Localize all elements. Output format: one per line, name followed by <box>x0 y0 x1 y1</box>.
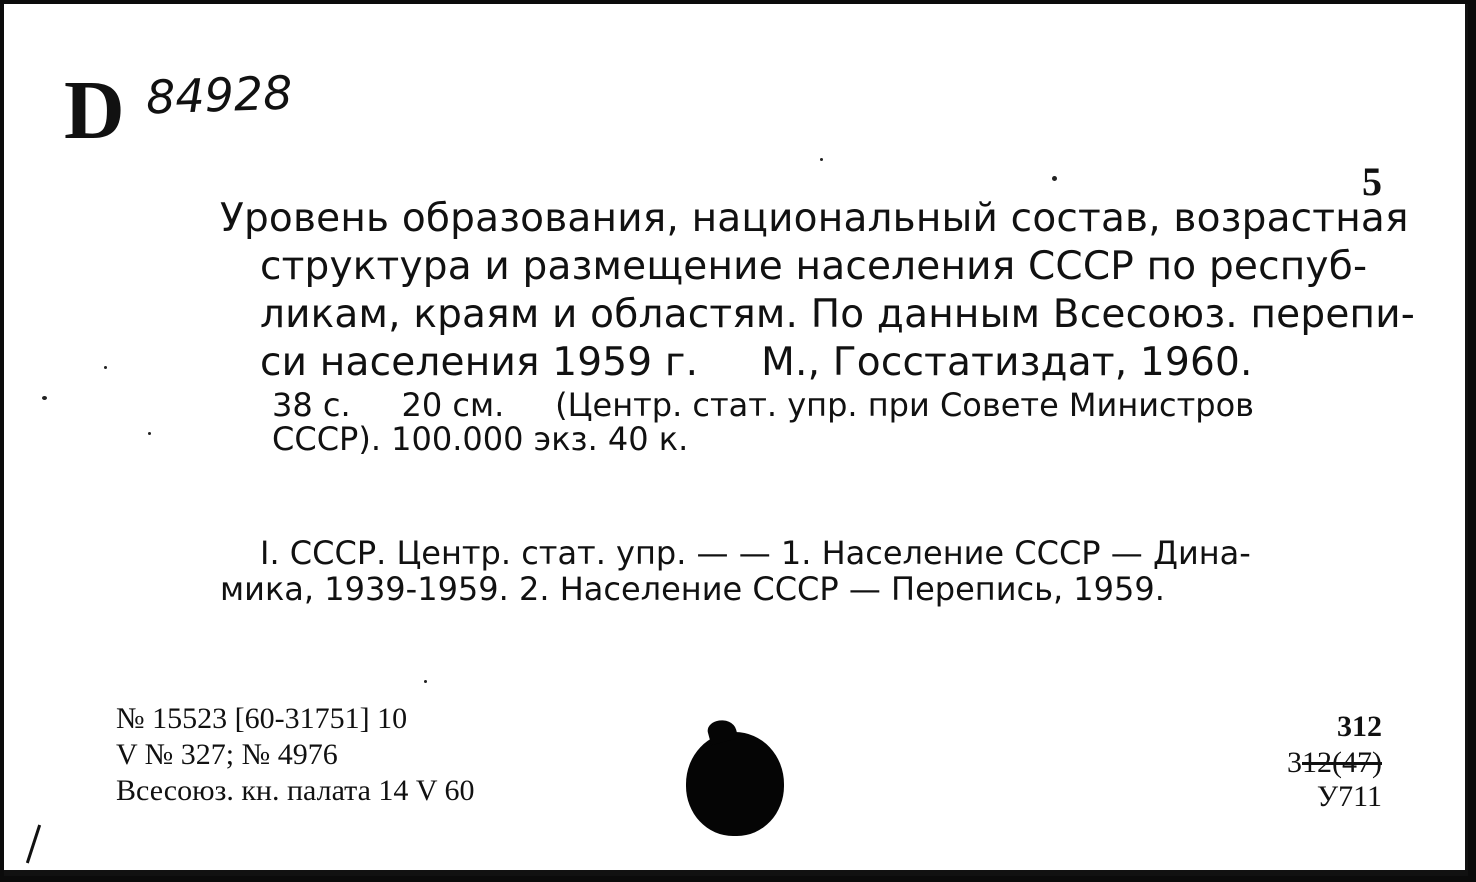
ink-speck <box>424 680 427 683</box>
pen-mark <box>26 825 41 864</box>
registry-line-2: V № 327; № 4976 <box>116 738 338 771</box>
ink-speck <box>148 432 151 435</box>
registry-line-3: Всесоюз. кн. палата 14 V 60 <box>116 774 475 807</box>
classification-primary: 312 <box>1337 710 1382 743</box>
ink-speck <box>104 366 107 369</box>
catalog-card <box>4 4 1468 876</box>
subject-line-2: мика, 1939-1959. 2. Население СССР — Перепись, 1959. <box>220 570 1165 608</box>
classification-secondary <box>1287 746 1382 780</box>
ink-speck <box>820 158 823 161</box>
title-line-2: структура и размещение населения СССР по респуб- <box>260 244 1368 289</box>
ink-speck <box>42 396 47 400</box>
subject-line-1: I. СССР. Центр. стат. упр. — — 1. Население СССР — Дина- <box>260 534 1251 572</box>
description-line-2: СССР). 100.000 экз. 40 к. <box>272 420 689 458</box>
ink-speck <box>1052 176 1057 181</box>
shelfmark-letter: D <box>64 64 123 157</box>
title-line-3: ликам, краям и областям. По данным Всесоюз. перепи- <box>260 292 1416 337</box>
classification-secondary-plain: 3 <box>1287 746 1303 779</box>
shelfmark-number: 84928 <box>145 65 294 125</box>
registry-line-1: № 15523 [60-31751] 10 <box>116 702 408 735</box>
card-border-bottom <box>4 870 1468 876</box>
card-number: 5 <box>1362 159 1382 204</box>
classification-secondary-struck: 12(47) <box>1302 746 1382 779</box>
description-line-1: 38 с. 20 см. (Центр. стат. упр. при Совете Министров <box>272 386 1255 424</box>
punch-hole-ink-blot <box>686 732 784 836</box>
title-line-1: Уровень образования, национальный состав, возрастная <box>220 196 1409 241</box>
card-border-right <box>1465 4 1468 876</box>
classification-tertiary: У711 <box>1316 780 1382 813</box>
title-line-4: си населения 1959 г. М., Госстатиздат, 1960. <box>260 340 1253 385</box>
